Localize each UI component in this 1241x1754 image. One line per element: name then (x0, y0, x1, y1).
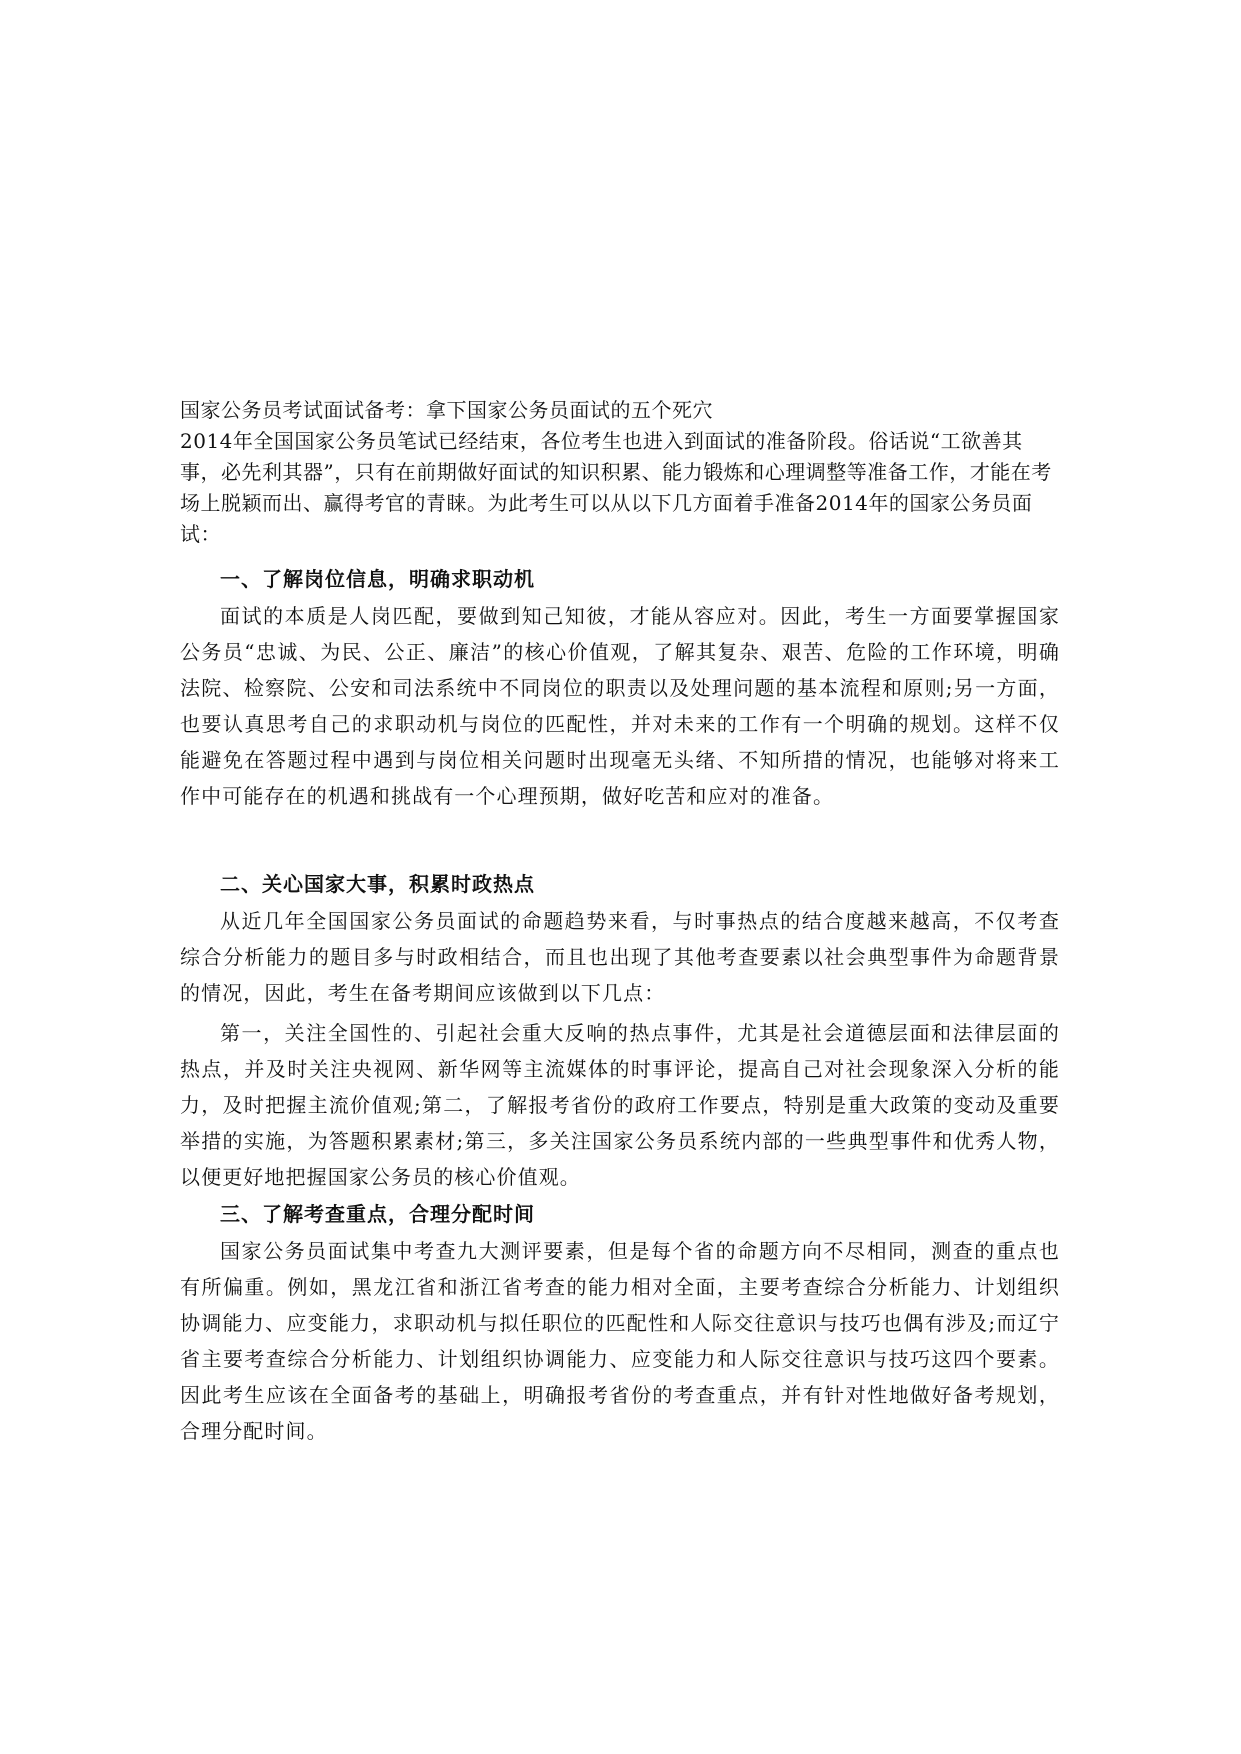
section-3-paragraph-1: 国家公务员面试集中考查九大测评要素，但是每个省的命题方向不尽相同，测查的重点也有所偏重。例如，黑龙江省和浙江省考查的能力相对全面，主要考查综合分析能力、计划组织协调能力、应变能力，求职动机与拟任职位的匹配性和人际交往意识与技巧也偶有涉及;而辽宁省主要考查综合分析能力、计划组织协调能力、应变能力和人际交往意识与技巧这四个要素。因此考生应该在全面备考的基础上，明确报考省份的考查重点，并有针对性地做好备考规划，合理分配时间。 (180, 1239, 1060, 1443)
document-title: 国家公务员考试面试备考：拿下国家公务员面试的五个死穴 (180, 398, 713, 422)
section-1-paragraph-1: 面试的本质是人岗匹配，要做到知己知彼，才能从容应对。因此，考生一方面要掌握国家公务员“忠诚、为民、公正、廉洁”的核心价值观，了解其复杂、艰苦、危险的工作环境，明确法院、检察院、公安和司法系统中不同岗位的职责以及处理问题的基本流程和原则;另一方面，也要认真思考自己的求职动机与岗位的匹配性，并对未来的工作有一个明确的规划。这样不仅能避免在答题过程中遇到与岗位相关问题时出现毫无头绪、不知所措的情况，也能够对将来工作中可能存在的机遇和挑战有一个心理预期，做好吃苦和应对的准备。 (180, 604, 1060, 808)
section-2-paragraph-1: 从近几年全国国家公务员面试的命题趋势来看，与时事热点的结合度越来越高，不仅考查综合分析能力的题目多与时政相结合，而且也出现了其他考查要素以社会典型事件为命题背景的情况，因此，考生在备考期间应该做到以下几点： (180, 909, 1060, 1005)
document-content (180, 395, 1060, 1449)
section-heading-2: 二、关心国家大事，积累时政热点 (220, 872, 535, 896)
section-2-paragraph-2: 第一，关注全国性的、引起社会重大反响的热点事件，尤其是社会道德层面和法律层面的热点，并及时关注央视网、新华网等主流媒体的时事评论，提高自己对社会现象深入分析的能力，及时把握主流价值观;第二，了解报考省份的政府工作要点，特别是重大政策的变动及重要举措的实施，为答题积累素材;第三，多关注国家公务员系统内部的一些典型事件和优秀人物，以便更好地把握国家公务员的核心价值观。 (180, 1021, 1060, 1189)
section-heading-1: 一、了解岗位信息，明确求职动机 (220, 567, 535, 591)
section-heading-3: 三、了解考查重点，合理分配时间 (220, 1202, 535, 1226)
intro-paragraph: 2014年全国国家公务员笔试已经结束，各位考生也进入到面试的准备阶段。俗话说“工欲善其事，必先利其器”，只有在前期做好面试的知识积累、能力锻炼和心理调整等准备工作，才能在考场上脱颖而出、赢得考官的青睐。为此考生可以从以下几方面着手准备2014年的国家公务员面试： (180, 429, 1052, 546)
document-header (180, 395, 1060, 550)
